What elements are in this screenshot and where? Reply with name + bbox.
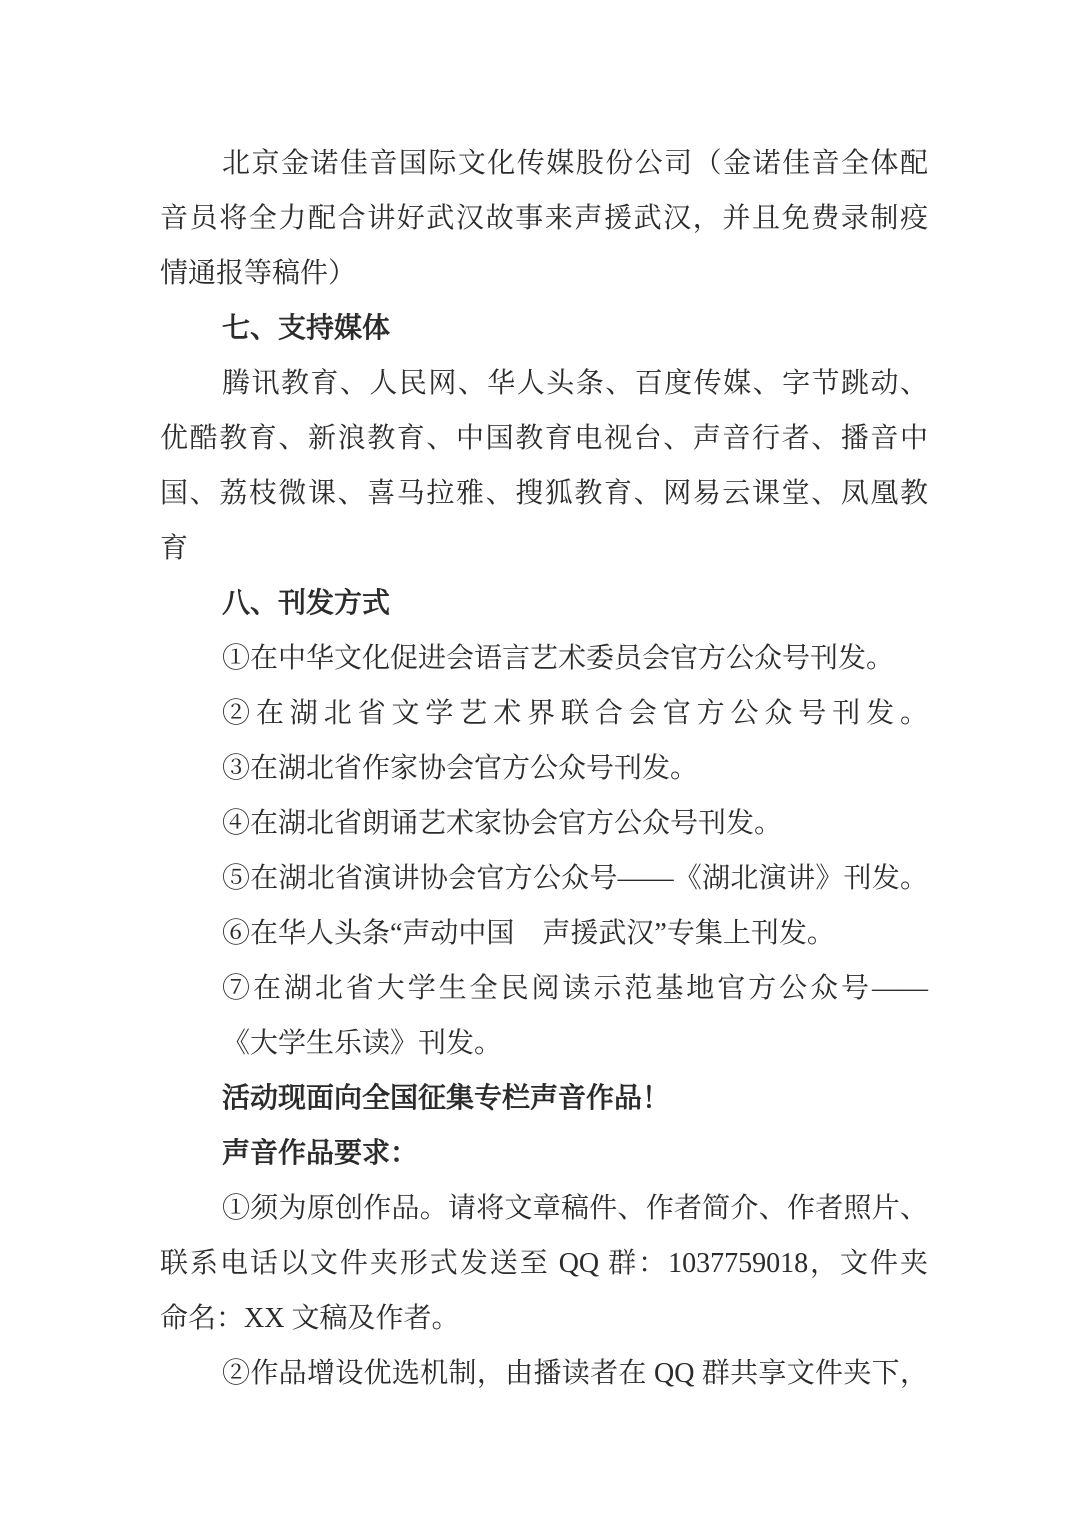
list-publish-channel-5: ⑤在湖北省演讲协会官方公众号——《湖北演讲》刊发。 [222, 863, 928, 894]
document-body [160, 136, 928, 1401]
para-company-support-line-3: 情通报等稿件） [160, 258, 357, 289]
list-requirement-1-line-3: 命名：XX 文稿及作者。 [160, 1303, 460, 1334]
list-publish-channel-6: ⑥在华人头条“声动中国 声援武汉”专集上刊发。 [222, 918, 835, 949]
list-publish-channel-7-line-2: 《大学生乐读》刊发。 [222, 1028, 503, 1059]
para-company-support-line-2: 音员将全力配合讲好武汉故事来声援武汉，并且免费录制疫 [160, 203, 928, 234]
heading-section-7-supporting-media: 七、支持媒体 [222, 313, 391, 344]
list-publish-channel-3: ③在湖北省作家协会官方公众号刊发。 [222, 753, 699, 784]
para-media-list-line-3: 国、荔枝微课、喜马拉雅、搜狐教育、网易云课堂、凤凰教 [160, 478, 928, 509]
list-requirement-2-line-1: ②作品增设优选机制，由播读者在 QQ 群共享文件夹下， [222, 1358, 928, 1389]
para-media-list-line-4: 育 [160, 533, 189, 564]
list-publish-channel-1: ①在中华文化促进会语言艺术委员会官方公众号刊发。 [222, 643, 895, 674]
para-media-list-line-2: 优酷教育、新浪教育、中国教育电视台、声音行者、播音中 [160, 423, 928, 454]
list-publish-channel-4: ④在湖北省朗诵艺术家协会官方公众号刊发。 [222, 808, 783, 839]
list-requirement-1-line-2: 联系电话以文件夹形式发送至 QQ 群：1037759018，文件夹 [160, 1248, 928, 1279]
heading-section-8-publication-method: 八、刊发方式 [222, 588, 391, 619]
para-media-list-line-1: 腾讯教育、人民网、华人头条、百度传媒、字节跳动、 [222, 368, 928, 399]
list-publish-channel-2: ②在湖北省文学艺术界联合会官方公众号刊发。 [222, 698, 928, 729]
para-company-support-line-1: 北京金诺佳音国际文化传媒股份公司（金诺佳音全体配 [222, 148, 928, 179]
para-call-for-works: 活动现面向全国征集专栏声音作品！ [222, 1083, 671, 1114]
list-publish-channel-7-line-1: ⑦在湖北省大学生全民阅读示范基地官方公众号—— [222, 973, 928, 1004]
heading-audio-work-requirements: 声音作品要求： [222, 1138, 419, 1169]
list-requirement-1-line-1: ①须为原创作品。请将文章稿件、作者简介、作者照片、 [222, 1193, 928, 1224]
